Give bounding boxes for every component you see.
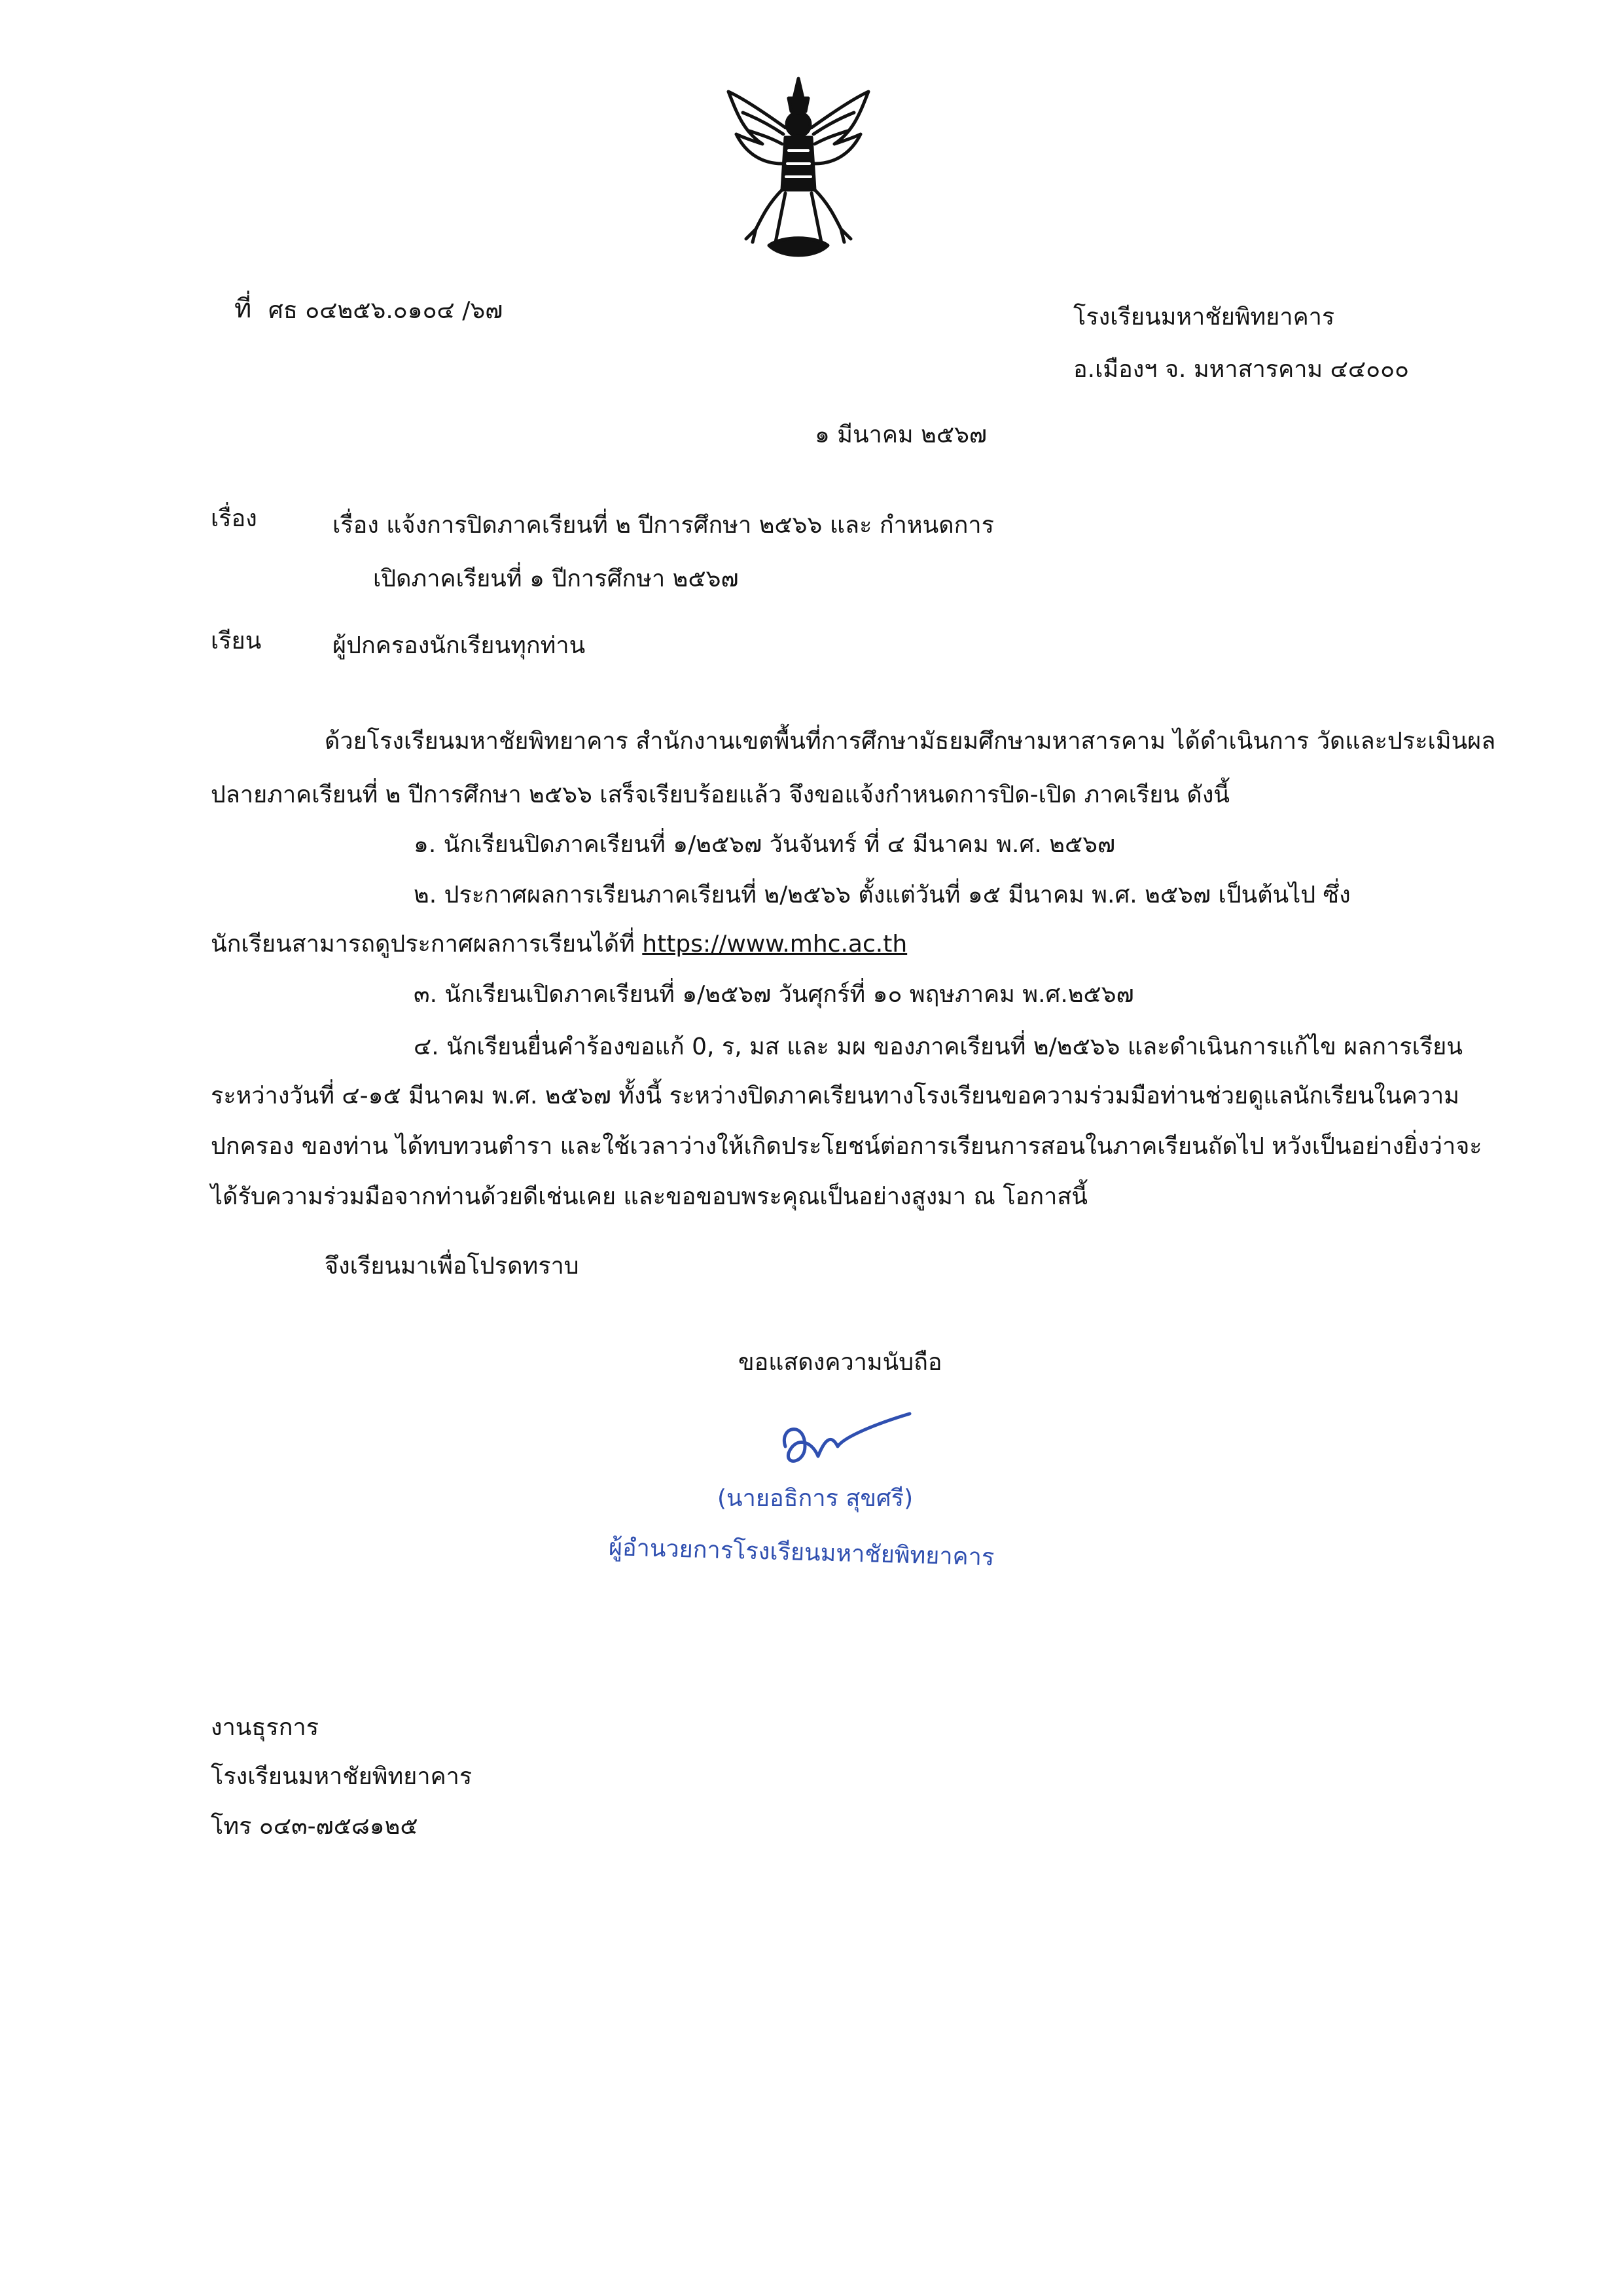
- footer-phone: โทร ๐๔๓-๗๕๘๑๒๕: [211, 1813, 418, 1840]
- list-item-2-line-2: [211, 928, 907, 961]
- list-item-1: ๑. นักเรียนปิดภาคเรียนที่ ๑/๒๕๖๗ วันจันทร์ ที่ ๔ มีนาคม พ.ศ. ๒๕๖๗: [414, 831, 1116, 858]
- list-item-2-prefix: นักเรียนสามารถดูประกาศผลการเรียนได้ที่: [211, 931, 643, 958]
- salutation-recipient: ผู้ปกครองนักเรียนทุกท่าน: [332, 632, 586, 659]
- handwritten-signature-icon: [766, 1401, 916, 1486]
- list-item-4-line-4: ได้รับความร่วมมือจากท่านด้วยดีเช่นเคย และขอขอบพระคุณเป็นอย่างสูงมา ณ โอกาสนี้: [211, 1183, 1088, 1210]
- subject-line-1: เรื่อง แจ้งการปิดภาคเรียนที่ ๒ ปีการศึกษา ๒๕๖๖ และ กำหนดการ: [332, 512, 994, 539]
- letter-date: ๑ มีนาคม ๒๕๖๗: [815, 422, 988, 448]
- footer-school: โรงเรียนมหาชัยพิทยาคาร: [211, 1763, 473, 1790]
- body-intro-line-2: ปลายภาคเรียนที่ ๒ ปีการศึกษา ๒๕๖๖ เสร็จเรียบร้อยแล้ว จึงขอแจ้งกำหนดการปิด-เปิด ภาคเรียน ดังนี้: [211, 781, 1230, 808]
- footer-department: งานธุรการ: [211, 1714, 319, 1741]
- closing-inform: จึงเรียนมาเพื่อโปรดทราบ: [325, 1253, 579, 1280]
- closing-regards: ขอแสดงความนับถือ: [738, 1349, 942, 1376]
- results-website-link[interactable]: https://www.mhc.ac.th: [642, 931, 908, 958]
- garuda-emblem-icon: [723, 72, 874, 268]
- ref-label: ที่: [234, 294, 252, 324]
- reference-number: ศธ ๐๔๒๕๖.๐๑๐๔ /๖๗: [268, 297, 503, 324]
- salutation-label: เรียน: [211, 628, 262, 655]
- organization-name: โรงเรียนมหาชัยพิทยาคาร: [1073, 304, 1335, 331]
- signatory-name: (นายอธิการ สุขศรี): [717, 1485, 914, 1512]
- list-item-4-line-2: ระหว่างวันที่ ๔-๑๕ มีนาคม พ.ศ. ๒๕๖๗ ทั้งนี้ ระหว่างปิดภาคเรียนทางโรงเรียนขอความร่วมมือท่านช่วยดูแลนักเรียนในความ: [211, 1083, 1459, 1109]
- subject-label: เรื่อง: [211, 505, 257, 532]
- list-item-4-line-1: ๔. นักเรียนยื่นคำร้องขอแก้ 0, ร, มส และ มผ ของภาคเรียนที่ ๒/๒๕๖๖ และดำเนินการแก้ไข ผลการเรียน: [414, 1033, 1463, 1060]
- subject-line-2: เปิดภาคเรียนที่ ๑ ปีการศึกษา ๒๕๖๗: [373, 565, 739, 592]
- list-item-4-line-3: ปกครอง ของท่าน ได้ทบทวนตำรา และใช้เวลาว่างให้เกิดประโยชน์ต่อการเรียนการสอนในภาคเรียนถัดไป หวังเป็นอย่างยิ่งว่าจะ: [211, 1133, 1482, 1160]
- list-item-2-line-1: ๒. ประกาศผลการเรียนภาคเรียนที่ ๒/๒๕๖๖ ตั้งแต่วันที่ ๑๕ มีนาคม พ.ศ. ๒๕๖๗ เป็นต้นไป ซึ่ง: [414, 882, 1351, 908]
- body-intro-line-1: ด้วยโรงเรียนมหาชัยพิทยาคาร สำนักงานเขตพื้นที่การศึกษามัธยมศึกษามหาสารคาม ได้ดำเนินการ วัดและประเมินผล: [325, 728, 1496, 755]
- signatory-position: ผู้อำนวยการโรงเรียนมหาชัยพิทยาคาร: [608, 1534, 995, 1571]
- list-item-3: ๓. นักเรียนเปิดภาคเรียนที่ ๑/๒๕๖๗ วันศุกร์ที่ ๑๐ พฤษภาคม พ.ศ.๒๕๖๗: [414, 981, 1134, 1008]
- organization-address: อ.เมืองฯ จ. มหาสารคาม ๔๔๐๐๐: [1073, 356, 1410, 383]
